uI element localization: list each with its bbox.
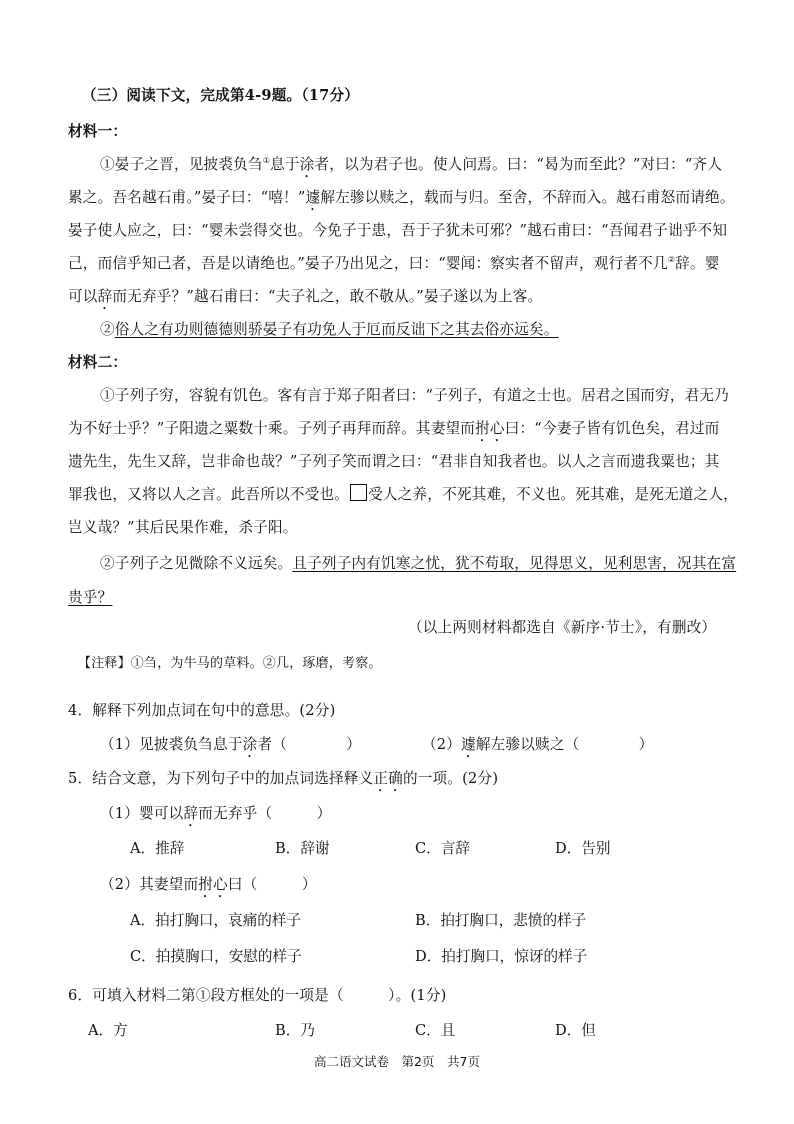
- q5-1-option-c: C．言辞: [415, 840, 470, 857]
- q4-item2: （2）遽解左骖以赎之（ ）: [422, 736, 654, 753]
- page-footer: 高二语文试卷 第2页 共7页: [314, 1054, 480, 1069]
- material1-p1-line4: 己，而信乎知己者，吾是以请绝也。”晏子乃出见之，曰：“婴闻：察实者不留声，观行者不几②辞。婴: [68, 255, 720, 272]
- annotation-note: 【注释】①刍，为牛马的草料。②几，琢磨，考察。: [78, 656, 382, 671]
- material2-p1-line1: ①子列子穷，容貌有饥色。客有言于郑子阳者曰：“子列子，有道之士也。居君之国而穷，君无乃: [100, 387, 730, 404]
- q5-2-option-a: A．拍打胸口，哀痛的样子: [130, 912, 302, 929]
- q6-option-c: C．且: [415, 1022, 456, 1039]
- q5-1-option-a: A．推辞: [130, 840, 185, 857]
- q6-option-a: A．方: [88, 1022, 128, 1039]
- q6-stem: 6．可填入材料二第①段方框处的一项是（ ）。(1分): [68, 987, 447, 1004]
- source-note: （以上两则材料都选自《新序·节士》，有删改）: [408, 619, 717, 636]
- material2-p2-line2: 贵乎？: [68, 589, 113, 606]
- q5-stem: 5．结合文意，为下列句子中的加点词选择释义正确的一项。(2分): [68, 770, 499, 787]
- material2-p1-line5: 岂义哉？”其后民果作难，杀子阳。: [68, 519, 298, 536]
- material1-p1-line3: 晏子使人应之，曰：“婴未尝得交也。今免子于患，吾于子犹未可邪？”越石甫曰：“吾闻君子诎乎不知: [68, 222, 728, 239]
- q5-sub2: （2）其妻望而拊心曰（ ）: [100, 876, 317, 893]
- answer-blank-box: [350, 484, 367, 501]
- material1-heading: 材料一：: [68, 123, 128, 140]
- material2-p1-line4: 罪我也，又将以人之言。此吾所以不受也。 受人之养，不死其难，不义也。死其难，是死无道之人，: [68, 486, 738, 503]
- q5-sub1: （1）婴可以辞而无弃乎（ ）: [100, 805, 332, 822]
- q6-option-b: B．乃: [275, 1022, 315, 1039]
- material1-p2: ②俗人之有功则德德则骄晏子有功免人于厄而反诎下之其去俗亦远矣。: [100, 321, 559, 338]
- q5-2-option-d: D．拍打胸口，惊讶的样子: [415, 948, 588, 965]
- material1-p1-line1: ①晏子之晋，见披裘负刍①息于涂者，以为君子也。使人问焉。曰：“曷为而至此？”对曰：“齐人: [100, 156, 723, 173]
- material2-p1-line2: 为不好士乎？”子阳遗之粟数十乘。子列子再拜而辞。其妻望而拊心曰：“今妻子皆有饥色矣，君过而: [68, 420, 720, 437]
- q5-2-option-b: B．拍打胸口，悲愤的样子: [415, 912, 587, 929]
- material1-p1-line2: 累之。吾名越石甫。”晏子曰：“嘻！”遽解左骖以赎之，载而与归。至舍，不辞而入。越石甫怒而请绝。: [68, 189, 735, 206]
- q4-stem: 4．解释下列加点词在句中的意思。(2分): [68, 702, 336, 719]
- material2-p1-line3: 遗先生，先生又辞，岂非命也哉？”子列子笑而谓之曰：“君非自知我者也。以人之言而遗我粟也；其: [68, 453, 720, 470]
- q4-item1: （1）见披裘负刍息于涂者（ ）: [100, 736, 361, 753]
- material2-p2: ②子列子之见微除不义远矣。且子列子内有饥寒之忧，犹不苟取，见得思义，见利思害，况其在富: [100, 555, 737, 572]
- q5-1-option-b: B．辞谢: [275, 840, 330, 857]
- material1-p1-line5: 可以辞而无弃乎？”越石甫曰：“夫子礼之，敢不敬从。”晏子遂以为上客。: [68, 288, 543, 305]
- material2-heading: 材料二：: [68, 354, 128, 371]
- section-title: （三）阅读下文，完成第4-9题。（17分）: [82, 87, 360, 104]
- q5-2-option-c: C．拍摸胸口，安慰的样子: [130, 948, 302, 965]
- q6-option-d: D．但: [555, 1022, 596, 1039]
- q5-1-option-d: D．告别: [555, 840, 611, 857]
